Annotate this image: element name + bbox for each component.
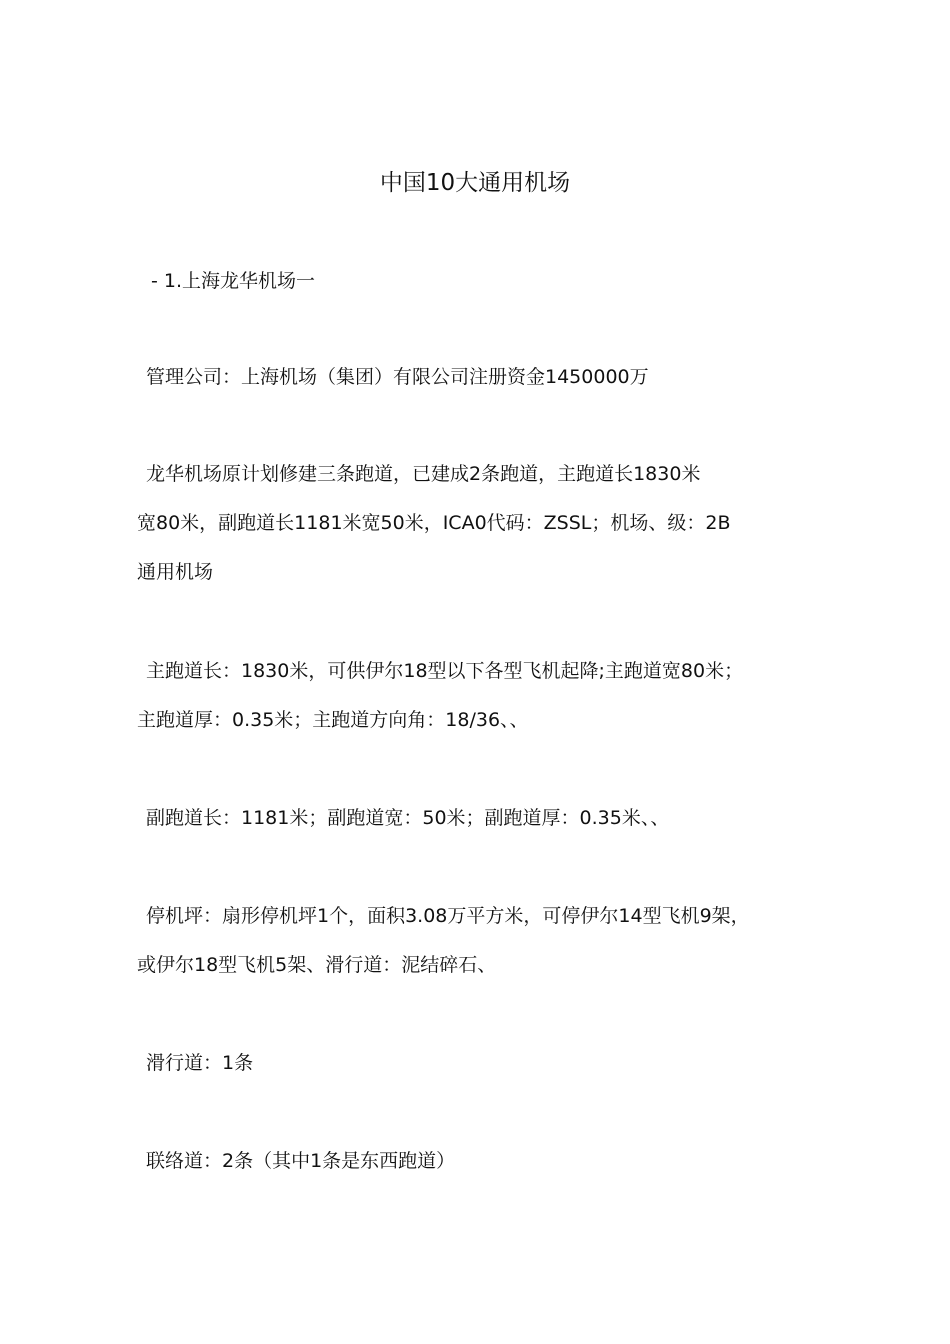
paragraph-line: 停机坪：扇形停机坪1个，面积3.08万平方米，可停伊尔14型飞机9架， [146,905,750,927]
paragraph-line: 通用机场 [137,561,214,583]
management-paragraph: 管理公司：上海机场（集团）有限公司注册资金1450000万 [146,366,649,388]
paragraph-line: 主跑道长：1830米，可供伊尔18型以下各型飞机起降;主跑道宽80米； [146,660,744,682]
paragraph-line: 宽80米，副跑道长1181米宽50米，ICA0代码：ZSSL；机场、级：2B [137,512,731,534]
section-heading: - 1.上海龙华机场一 [151,270,316,292]
document-title: 中国10大通用机场 [379,170,571,196]
sub-runway-paragraph: 副跑道长：1181米；副跑道宽：50米；副跑道厚：0.35米、、 [146,807,670,829]
main-runway-paragraph [137,647,837,745]
longhua-runway-paragraph [137,450,837,597]
paragraph-line: 或伊尔18型飞机5架、滑行道：泥结碎石、 [137,954,497,976]
link-road-paragraph: 联络道：2条（其中1条是东西跑道） [146,1150,456,1172]
apron-paragraph [137,892,837,990]
paragraph-line: 龙华机场原计划修建三条跑道，已建成2条跑道，主跑道长1830米 [146,463,701,485]
paragraph-line: 主跑道厚：0.35米；主跑道方向角：18/36、、 [137,709,529,731]
taxiway-paragraph: 滑行道：1条 [146,1052,254,1074]
